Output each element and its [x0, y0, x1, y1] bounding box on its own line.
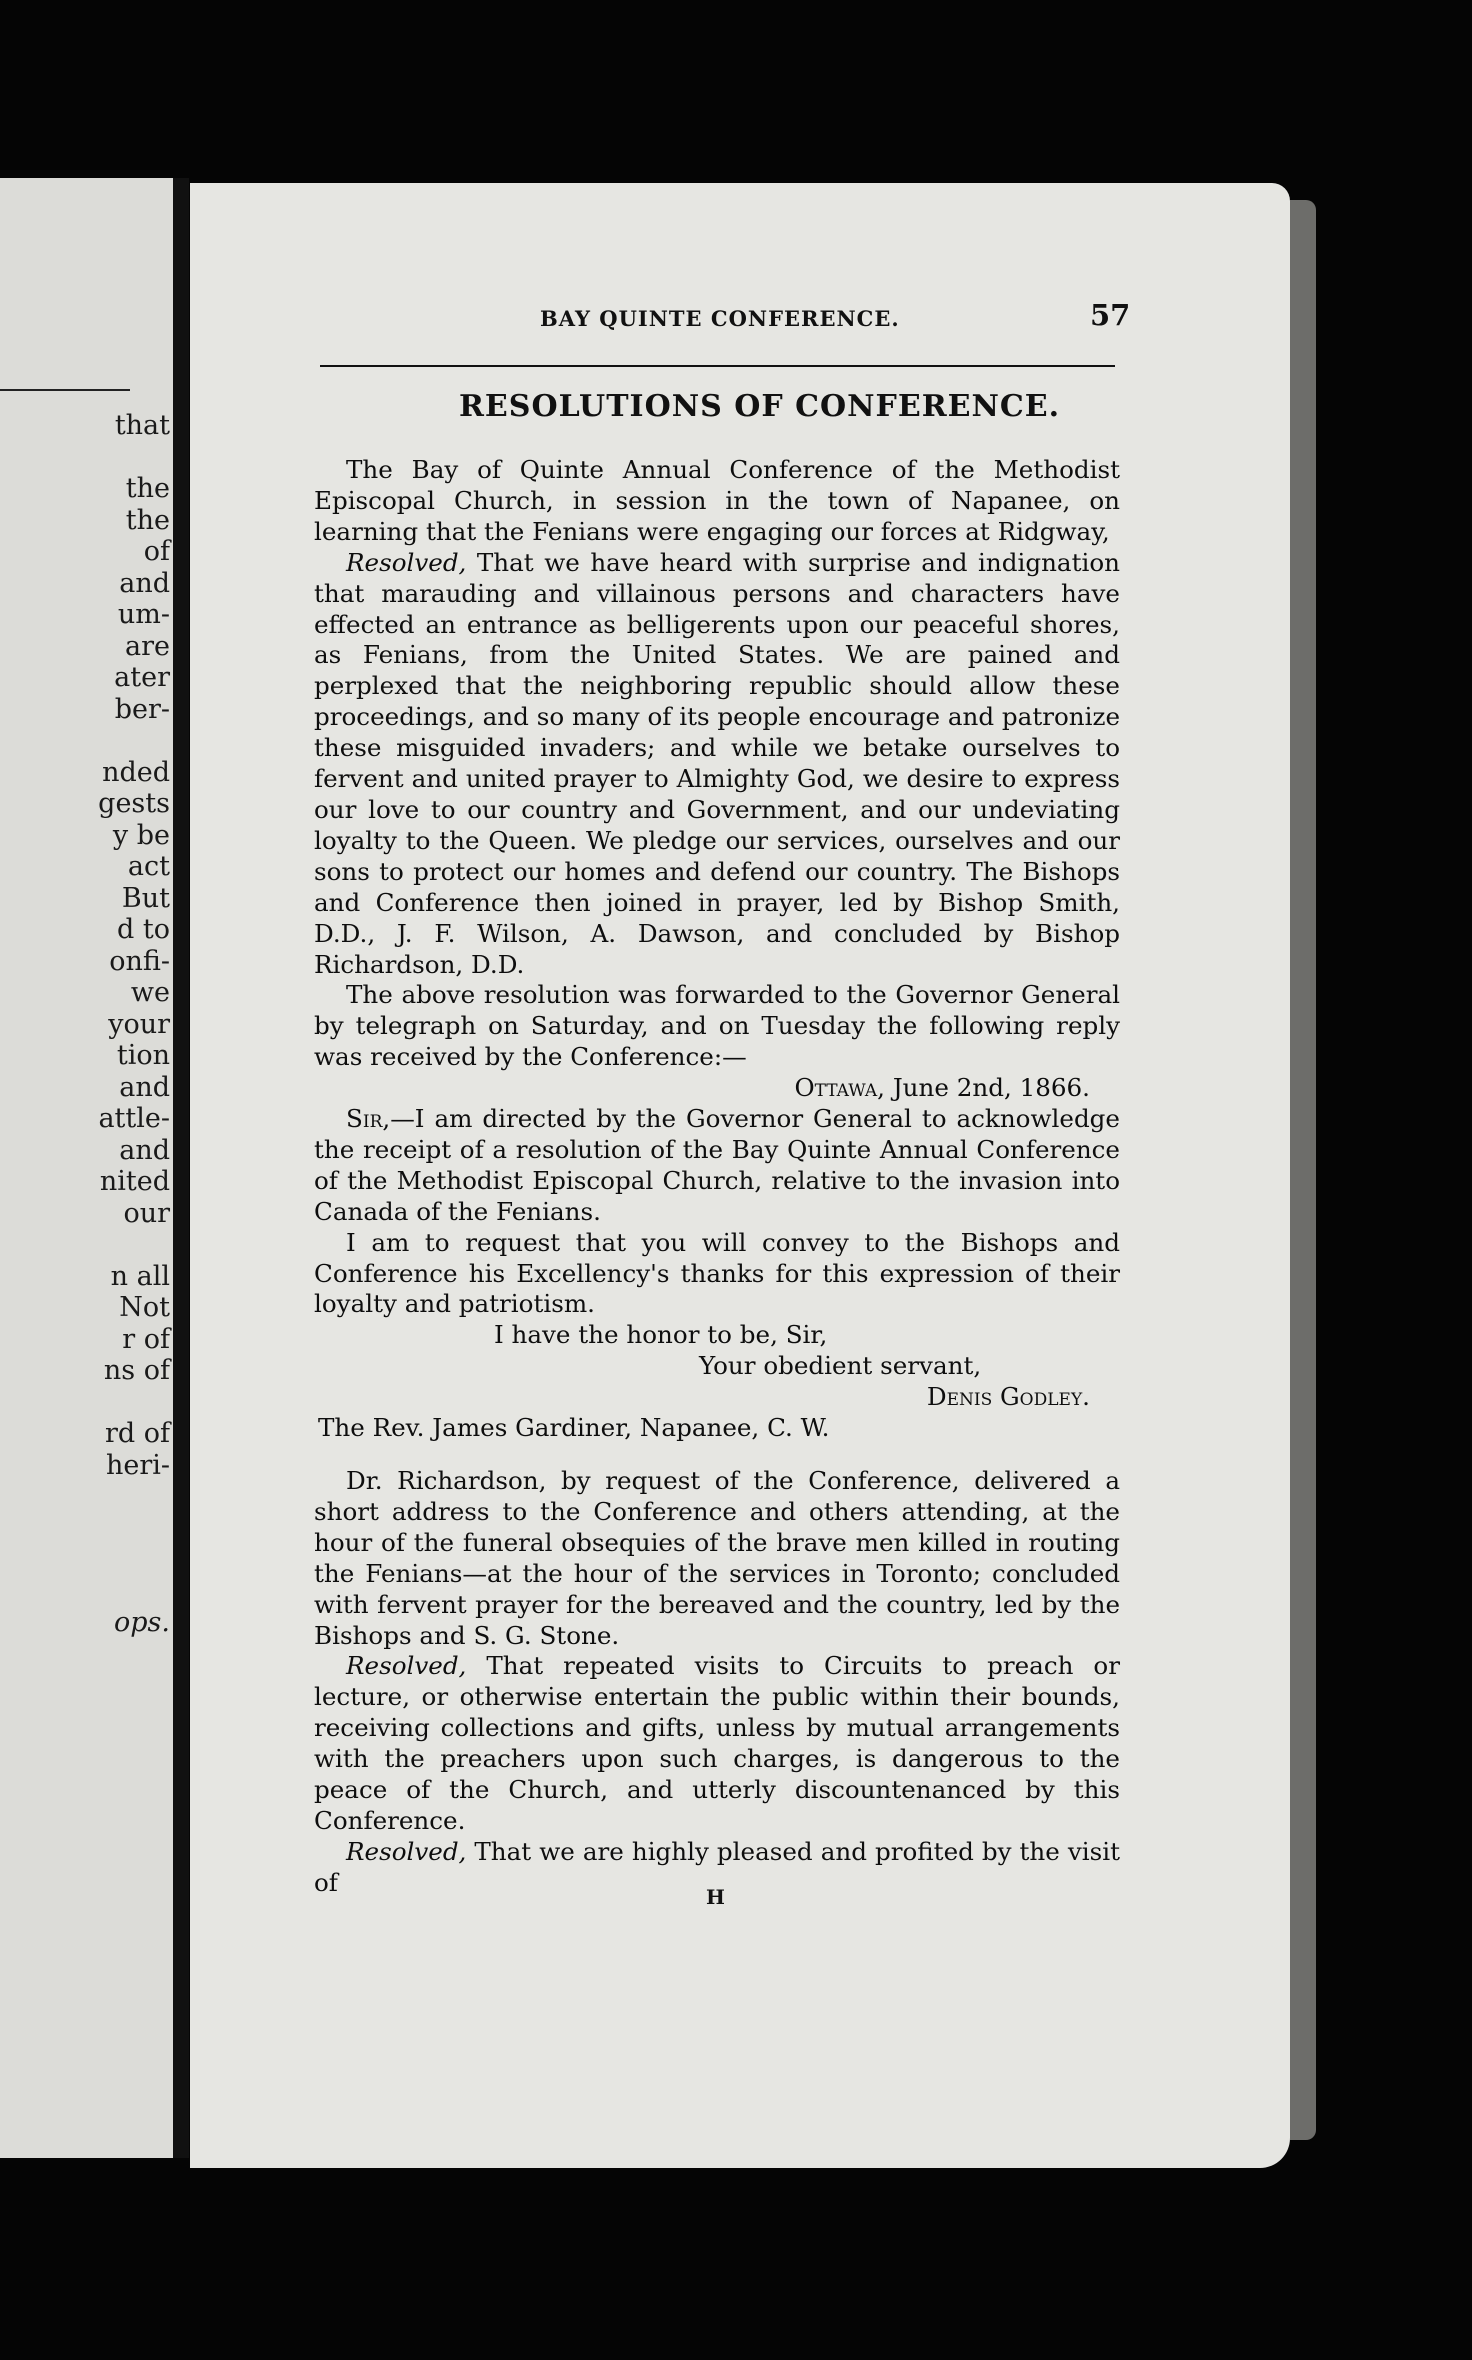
facing-page-line: ns of — [103, 1355, 170, 1386]
closing-line: I have the honor to be, Sir, — [494, 1320, 828, 1350]
header-rule — [320, 365, 1115, 367]
facing-page-line — [0, 1481, 170, 1513]
facing-page-line: act — [127, 851, 170, 882]
facing-page-line: ops. — [114, 1607, 170, 1638]
facing-page-line: attle- — [98, 1103, 170, 1134]
resolved-label: Resolved, — [346, 547, 467, 577]
facing-page-line — [0, 725, 170, 757]
facing-page-line: um- — [117, 599, 170, 630]
facing-page-line — [0, 1229, 170, 1261]
facing-page-line: onfi- — [109, 945, 170, 977]
paragraph: The above resolution was forwarded to the Governor General by telegraph on Saturday, and on Tuesday the following reply was received by the Conference:— — [314, 980, 1120, 1072]
facing-page-line: we — [130, 977, 170, 1008]
running-head: BAY QUINTE CONFERENCE. — [540, 306, 900, 331]
facing-page-line: n all — [110, 1260, 170, 1292]
addressee: The Rev. James Gardiner, Napanee, C. W. — [318, 1413, 830, 1443]
body-text — [314, 455, 1120, 1899]
facing-page-line: nited — [99, 1166, 170, 1197]
facing-page-line: of — [143, 536, 170, 567]
facing-page-line: the — [125, 504, 170, 536]
facing-page — [0, 178, 178, 2158]
facing-page-line: our — [123, 1197, 170, 1229]
facing-page-line: your — [108, 1008, 170, 1040]
salutation: Sir, — [346, 1104, 391, 1134]
closing-line: Your obedient servant, — [699, 1351, 982, 1381]
paragraph: Dr. Richardson, by request of the Conference, delivered a short address to the Conference and others attending, at the hour of the funeral obsequies of the brave men killed in routing the Fenians—at the hour of the services in Toronto; concluded with fervent prayer for the bereaved and the country, led by the Bishops and S. G. Stone. — [314, 1466, 1120, 1650]
paragraph: I am to request that you will convey to the Bishops and Conference his Excellency's thanks for this expression of their loyalty and patriotism. — [314, 1227, 1120, 1319]
paragraph: Resolved, That we are highly pleased and profited by the visit of — [314, 1836, 1120, 1897]
paragraph: Resolved, That we have heard with surprise and indignation that marauding and villainous persons and characters have effected an entrance as belligerents upon our peaceful shores, as Fenians, from the United States. We are pained and perplexed that the neighboring republic should allow these proceedings, and so many of its people encourage and patronize these misguided invaders; and while we betake ourselves to fervent and united prayer to Almighty God, we desire to express our love to our country and Government, and our undeviating loyalty to the Queen. We pledge our services, ourselves and our sons to protect our homes and defend our country. The Bishops and Conference then joined in prayer, led by Bishop Smith, D.D., J. F. Wilson, A. Dawson, and concluded by Bishop Richardson, D.D. — [314, 547, 1120, 979]
paragraph: Sir,—I am directed by the Governor General to acknowledge the receipt of a resolution of the Bay Quinte Annual Conference of the Methodist Episcopal Church, relative to the invasion into Canada of the Fenians. — [314, 1104, 1120, 1226]
page-edge — [1290, 200, 1316, 2140]
section-title: RESOLUTIONS OF CONFERENCE. — [459, 389, 1061, 424]
facing-page-line: But — [121, 882, 170, 914]
facing-page-line: d to — [117, 914, 170, 945]
facing-page-line — [0, 1544, 170, 1576]
facing-page-line: ater — [114, 662, 170, 693]
paragraph: The Bay of Quinte Annual Conference of the Methodist Episcopal Church, in session in the town of Napanee, on learning that the Fenians were engaging our forces at Ridgway, — [314, 455, 1120, 546]
facing-page-line: the — [125, 473, 170, 504]
paragraph: Resolved, That repeated visits to Circuits to preach or lecture, or otherwise entertain the public within their bounds, receiving collections and gifts, unless by mutual arrangements with the preachers upon such charges, is dangerous to the peace of the Church, and utterly discountenanced by this Conference. — [314, 1651, 1120, 1835]
facing-page-line — [0, 1513, 170, 1545]
facing-page-line: r of — [122, 1323, 170, 1355]
facing-page-line — [0, 1576, 170, 1608]
facing-page-line: heri- — [105, 1449, 170, 1481]
facing-page-line: rd of — [104, 1418, 170, 1449]
facing-page-line: y be — [112, 819, 170, 851]
facing-page-line: Not — [119, 1292, 170, 1323]
facing-page-line: nded — [102, 756, 170, 788]
book-gutter — [173, 178, 189, 2158]
facing-page-line: are — [125, 630, 170, 662]
signature: Denis Godley. — [926, 1382, 1090, 1412]
facing-page-line: and — [119, 1071, 170, 1103]
page-number: 57 — [1090, 298, 1131, 332]
facing-page-line: gests — [98, 788, 170, 819]
signature-mark: H — [706, 1885, 725, 1909]
facing-page-line: that — [114, 410, 170, 441]
facing-page-rule — [0, 389, 130, 391]
facing-page-text — [0, 410, 170, 1639]
dateline: Ottawa, June 2nd, 1866. — [794, 1073, 1090, 1103]
resolved-label: Resolved, — [346, 1836, 467, 1866]
facing-page-line: and — [119, 567, 170, 599]
facing-page-line — [0, 442, 170, 474]
facing-page-line: ber- — [114, 693, 170, 725]
resolved-label: Resolved, — [346, 1651, 467, 1681]
facing-page-line: tion — [116, 1040, 170, 1071]
facing-page-line — [0, 1387, 170, 1419]
facing-page-line: and — [119, 1134, 170, 1166]
